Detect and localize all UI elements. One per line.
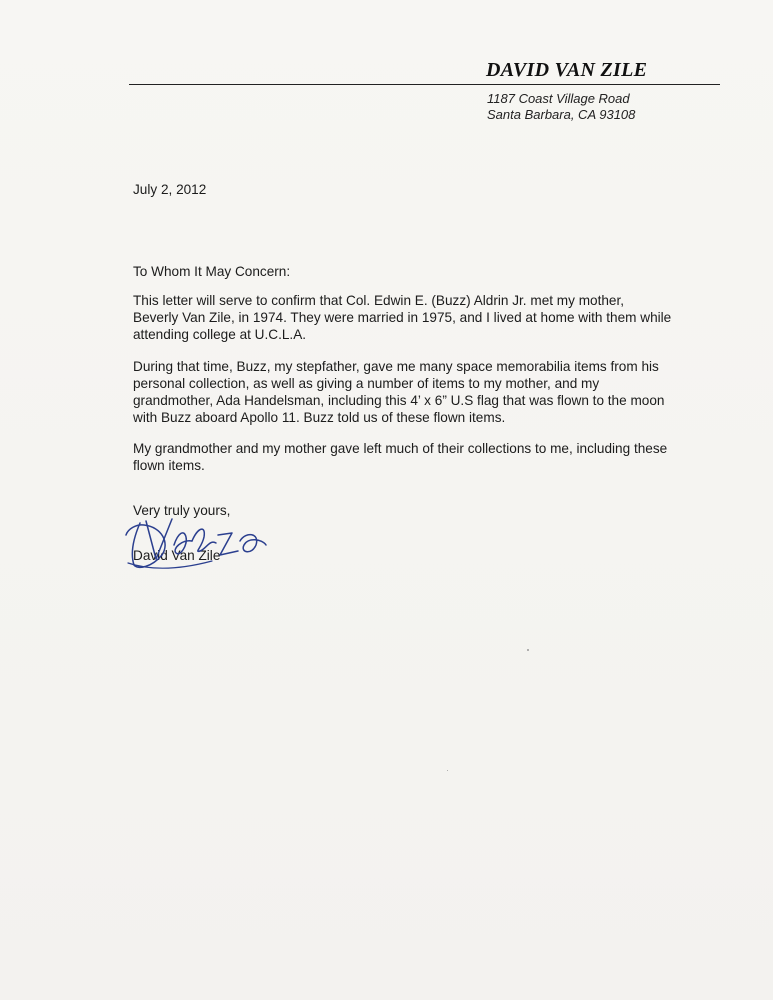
paragraph-3-text: My grandmother and my mother gave left much of their collections to me, including these flown items.	[133, 441, 668, 473]
paper-speck	[527, 649, 529, 651]
letter-closing: Very truly yours,	[133, 503, 231, 518]
address-line-1: 1187 Coast Village Road	[487, 91, 630, 106]
letter-paragraph-3	[133, 440, 673, 474]
letterhead-divider	[129, 84, 720, 85]
letterhead-address	[487, 91, 635, 123]
letter-salutation: To Whom It May Concern:	[133, 264, 291, 279]
letter-date: July 2, 2012	[133, 182, 207, 197]
handwritten-signature	[122, 515, 272, 575]
paragraph-1-text: This letter will serve to confirm that Col. Edwin E. (Buzz) Aldrin Jr. met my mother, Beverly Van Zile, in 1974. They were married in 1975, and I lived at home with them while attending college at U.C.L.A.	[133, 293, 672, 342]
signed-name: David Van Zile	[133, 548, 221, 563]
paragraph-2-text: During that time, Buzz, my stepfather, gave me many space memorabilia items from his personal collection, as well as giving a number of items to my mother, and my grandmother, Ada Handelsman, including this 4’ x 6” U.S flag that was flown to the moon with Buzz aboard Apollo 11. Buzz told us of these flown items.	[133, 359, 665, 425]
paper-speck	[447, 770, 448, 771]
letter-paragraph-1	[133, 292, 673, 343]
letter-paragraph-2	[133, 358, 673, 426]
letterhead-name: DAVID VAN ZILE	[486, 59, 648, 81]
address-line-2: Santa Barbara, CA 93108	[487, 107, 636, 122]
